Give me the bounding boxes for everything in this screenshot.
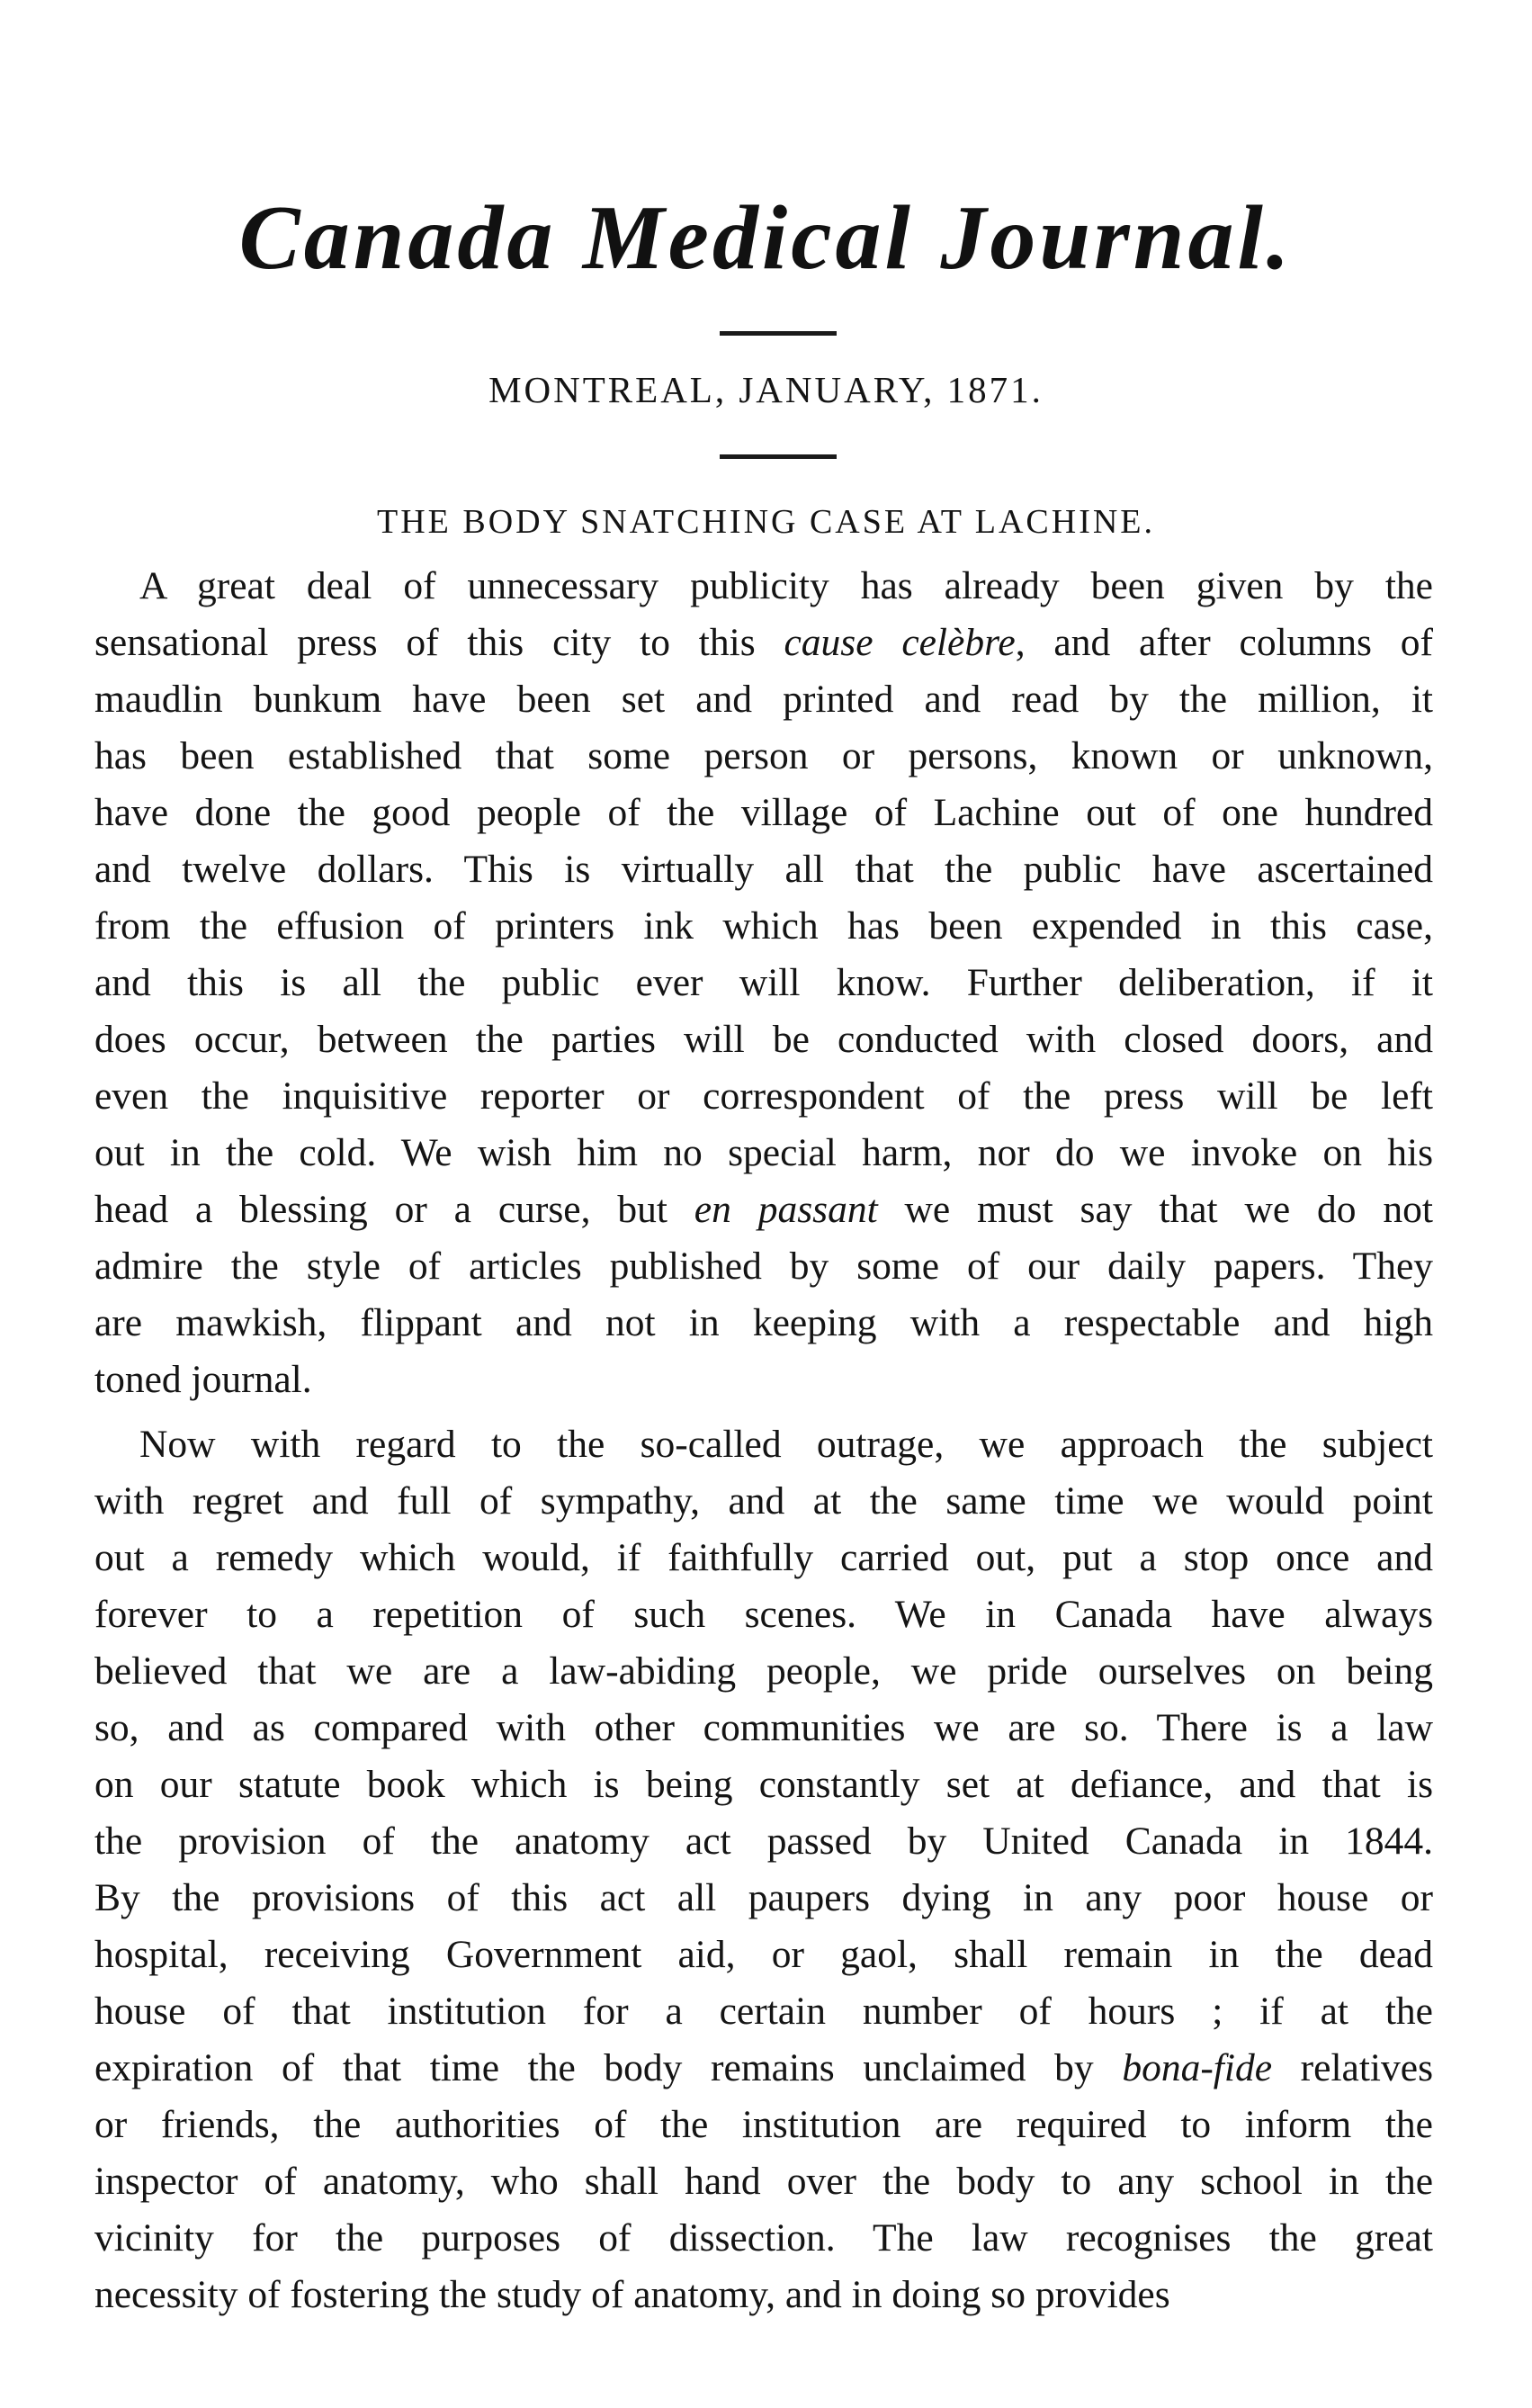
text-line: are mawkish, flippant and not in keeping with a respectable and high	[94, 1301, 1433, 1344]
article-title: THE BODY SNATCHING CASE AT LACHINE.	[376, 503, 1156, 541]
text-line: and this is all the public ever will know. Further deliberation, if it	[94, 961, 1433, 1004]
text-line: house of that institution for a certain number of hours ; if at the	[94, 1990, 1433, 2033]
text-line: Now with regard to the so-called outrage, we approach the subject	[139, 1423, 1433, 1466]
text-line: out in the cold. We wish him no special harm, nor do we invoke on his	[94, 1131, 1433, 1174]
text-line: and twelve dollars. This is virtually all that the public have ascertained	[94, 848, 1433, 891]
text-line: so, and as compared with other communities we are so. There is a law	[94, 1706, 1433, 1749]
text-line: admire the style of articles published by some of our daily papers. They	[94, 1244, 1433, 1288]
italic-phrase: bona-fide	[1122, 2046, 1273, 2089]
text-line: expiration of that time the body remains unclaimed by bona-fide relatives	[94, 2046, 1434, 2089]
text-line: forever to a repetition of such scenes. We in Canada have always	[94, 1593, 1433, 1636]
paragraph-gap	[94, 1408, 1433, 1416]
text-line: sensational press of this city to this cause celèbre, and after columns of	[94, 621, 1433, 664]
text-line: toned journal.	[94, 1358, 312, 1401]
text-line: from the effusion of printers ink which has been expended in this case,	[94, 904, 1433, 948]
text-line: have done the good people of the village of Lachine out of one hundred	[94, 791, 1433, 834]
text-line: By the provisions of this act all paupers dying in any poor house or	[94, 1876, 1433, 1919]
text-line: does occur, between the parties will be conducted with closed doors, and	[94, 1018, 1433, 1061]
text-line: out a remedy which would, if faithfully carried out, put a stop once and	[94, 1536, 1433, 1579]
text-line: vicinity for the purposes of dissection. The law recognises the great	[94, 2216, 1433, 2260]
text-line: A great deal of unnecessary publicity has already been given by the	[139, 564, 1433, 607]
text-line: inspector of anatomy, who shall hand over the body to any school in the	[94, 2160, 1433, 2203]
dateline-rule	[720, 454, 837, 459]
text-line: on our statute book which is being constantly set at defiance, and that is	[94, 1763, 1433, 1806]
dateline: MONTREAL, JANUARY, 1871.	[488, 369, 1044, 410]
text-line: even the inquisitive reporter or correspondent of the press will be left	[94, 1074, 1433, 1118]
article-body	[94, 558, 1433, 2323]
text-line: maudlin bunkum have been set and printed and read by the million, it	[94, 678, 1433, 721]
text-line: believed that we are a law-abiding people, we pride ourselves on being	[94, 1649, 1433, 1693]
masthead-rule	[720, 331, 837, 336]
text-line: hospital, receiving Government aid, or gaol, shall remain in the dead	[94, 1933, 1433, 1976]
text-line: or friends, the authorities of the institution are required to inform the	[94, 2103, 1433, 2146]
text-line: with regret and full of sympathy, and at the same time we would point	[94, 1479, 1433, 1523]
text-line: head a blessing or a curse, but en passant we must say that we do not	[94, 1188, 1434, 1231]
text-line: the provision of the anatomy act passed by United Canada in 1844.	[94, 1819, 1433, 1863]
text-line: necessity of fostering the study of anatomy, and in doing so provides	[94, 2273, 1170, 2316]
text-line: has been established that some person or persons, known or unknown,	[94, 734, 1433, 777]
italic-phrase: en passant	[694, 1188, 878, 1231]
italic-phrase: cause celèbre	[784, 621, 1016, 664]
journal-masthead: Canada Medical Journal.	[238, 187, 1294, 289]
